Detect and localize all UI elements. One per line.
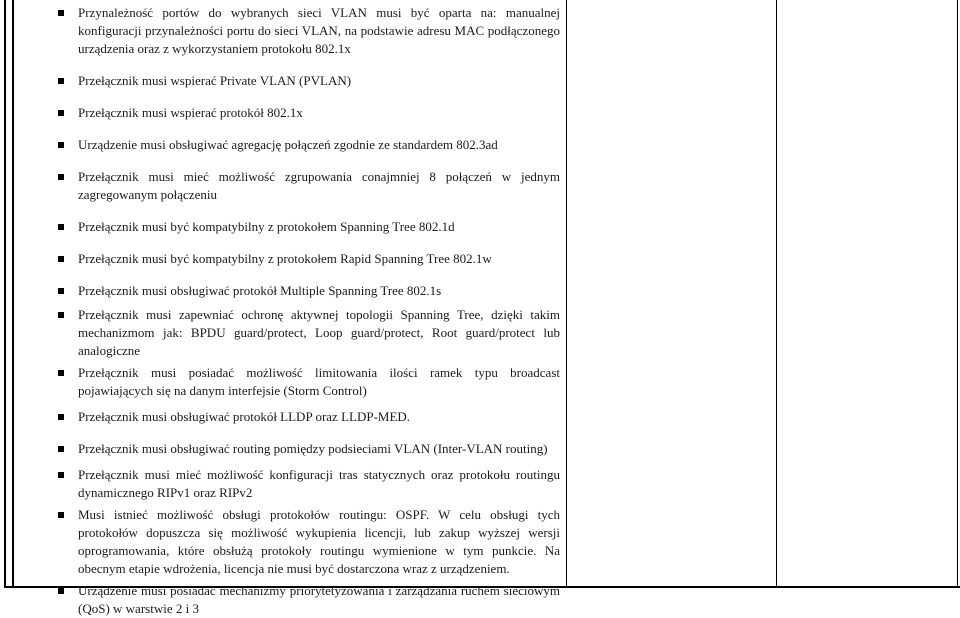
column-divider	[776, 0, 777, 588]
item-text: Przełącznik musi obsługiwać routing pomiędzy podsieciami VLAN (Inter-VLAN routing)	[78, 441, 548, 456]
item-text: Przełącznik musi mieć możliwość konfiguracji tras statycznych oraz protokołu routingu dynamicznego RIPv1 oraz RIPv2	[78, 467, 560, 500]
bullet-icon	[58, 110, 64, 116]
bullet-icon	[58, 588, 64, 594]
item-text: Przełącznik musi być kompatybilny z protokołem Spanning Tree 802.1d	[78, 219, 455, 234]
bullet-icon	[58, 370, 64, 376]
list-item	[56, 4, 560, 58]
list-item	[56, 136, 560, 154]
list-item	[56, 306, 560, 360]
list-item	[56, 466, 560, 502]
item-text: Przełącznik musi wspierać protokół 802.1x	[78, 105, 303, 120]
item-text: Urządzenie musi posiadać mechanizmy priorytetyzowania i zarządzania ruchem sieciowym (QoS) w warstwie 2 i 3	[78, 583, 560, 616]
item-text: Przełącznik musi zapewniać ochronę aktywnej topologii Spanning Tree, dzięki takim mechanizmom jak: BPDU guard/protect, Loop guard/protect, Root guard/protect lub analogiczne	[78, 307, 560, 358]
bullet-icon	[58, 78, 64, 84]
list-item	[56, 72, 560, 90]
item-text: Urządzenie musi obsługiwać agregację połączeń zgodnie ze standardem 802.3ad	[78, 137, 498, 152]
list-item	[56, 250, 560, 268]
list-item	[56, 582, 560, 618]
column-divider	[566, 0, 567, 588]
item-text: Przełącznik musi mieć możliwość zgrupowania conajmniej 8 połączeń w jednym zagregowanym połączeniu	[78, 169, 560, 202]
requirements-list	[56, 4, 560, 618]
item-text: Przełącznik musi obsługiwać protokół Multiple Spanning Tree 802.1s	[78, 283, 442, 298]
bullet-icon	[58, 256, 64, 262]
bullet-icon	[58, 288, 64, 294]
list-item	[56, 168, 560, 204]
bullet-icon	[58, 472, 64, 478]
bullet-icon	[58, 414, 64, 420]
list-item	[56, 364, 560, 400]
bullet-icon	[58, 10, 64, 16]
bullet-icon	[58, 312, 64, 318]
item-text: Przełącznik musi posiadać możliwość limitowania ilości ramek typu broadcast pojawiających się na danym interfejsie (Storm Control)	[78, 365, 560, 398]
list-item	[56, 282, 560, 300]
bullet-icon	[58, 142, 64, 148]
bullet-icon	[58, 174, 64, 180]
item-text: Musi istnieć możliwość obsługi protokołów routingu: OSPF. W celu obsługi tych protokołów dopuszcza się możliwość wykupienia licencji, lub zakup wyższej wersji oprogramowania, które obsłużą protokoły routingu wymienione w tym punkcie. Na obecnym etapie wdrożenia, licencja nie musi być dostarczona wraz z urządzeniem.	[78, 507, 560, 576]
bullet-icon	[58, 512, 64, 518]
left-margin-bar	[4, 0, 14, 588]
column-divider	[957, 0, 958, 588]
list-item	[56, 104, 560, 122]
list-item	[56, 506, 560, 578]
bullet-icon	[58, 446, 64, 452]
item-text: Przynależność portów do wybranych sieci VLAN musi być oparta na: manualnej konfiguracji przynależności portu do sieci VLAN, na podstawie adresu MAC podłączonego urządzenia oraz z wykorzystaniem protokołu 802.1x	[78, 5, 560, 56]
item-text: Przełącznik musi wspierać Private VLAN (PVLAN)	[78, 73, 352, 88]
list-item	[56, 408, 560, 426]
bullet-icon	[58, 224, 64, 230]
list-item	[56, 218, 560, 236]
item-text: Przełącznik musi obsługiwać protokół LLDP oraz LLDP-MED.	[78, 409, 411, 424]
item-text: Przełącznik musi być kompatybilny z protokołem Rapid Spanning Tree 802.1w	[78, 251, 492, 266]
list-item	[56, 440, 560, 458]
